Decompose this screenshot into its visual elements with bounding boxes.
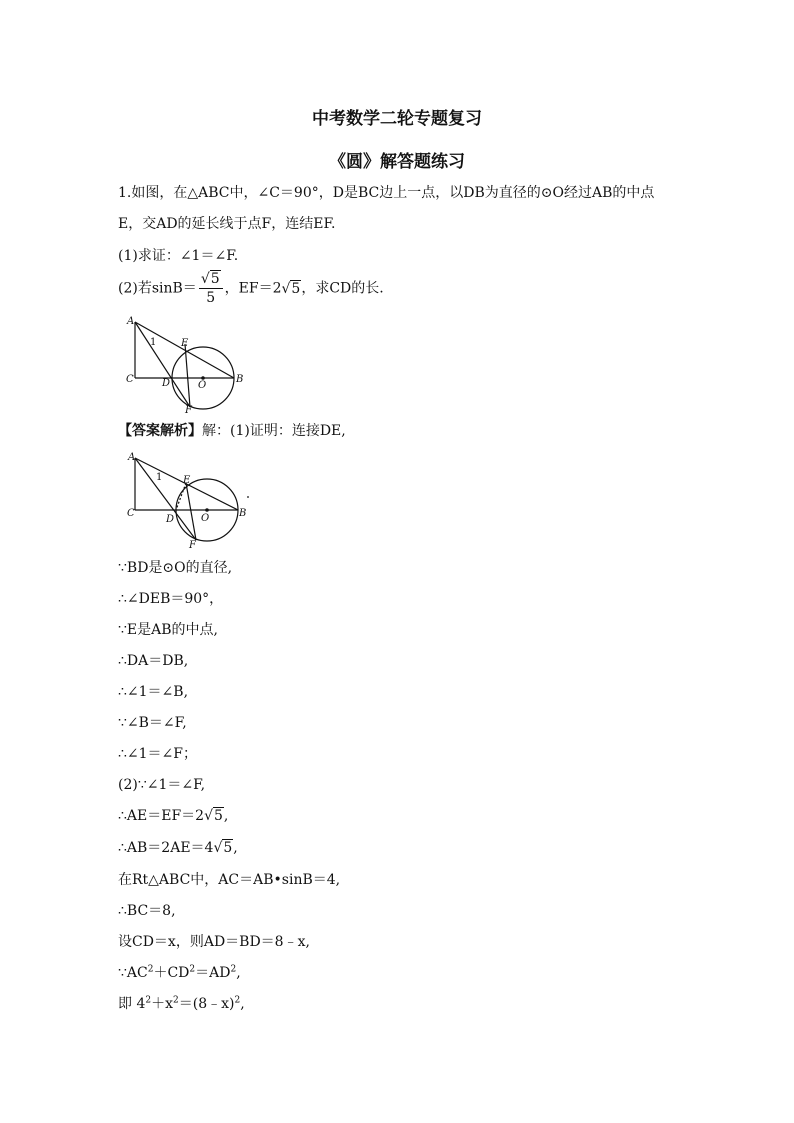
label-a: A [127, 316, 135, 327]
label-d: D [166, 514, 175, 525]
label-b: B [236, 374, 244, 385]
label-c: C [126, 374, 134, 385]
document-title: 中考数学二轮专题复习 [312, 109, 482, 129]
sqrt-expression: √5 [281, 280, 301, 297]
problem-statement-line-2: E，交AD的延长线于点F，连结EF. [118, 216, 336, 232]
solution-step-6: ∵∠B＝∠F, [118, 715, 187, 731]
solution-step-10: ∴AB＝2AE＝4√5, [118, 840, 238, 856]
fraction-numerator-radicand: 5 [210, 271, 220, 287]
geometry-figure-1 [118, 314, 258, 414]
answer-heading: 【答案解析】 [118, 423, 202, 439]
solution-step-11: 在Rt△ABC中，AC＝AB•sinB＝4, [118, 872, 341, 888]
solution-step-2: ∴∠DEB＝90°， [118, 591, 224, 607]
segment-de-dotted [176, 483, 186, 510]
label-angle-1: 1 [156, 472, 163, 483]
label-a: A [128, 452, 136, 463]
label-f: F [189, 540, 196, 550]
geometry-figure-2 [118, 450, 258, 550]
answer-intro [118, 421, 346, 441]
solution-step-15: 即 $4^2+x^2=(8﹣x)^2$, [118, 995, 245, 1012]
solution-step-8: (2)∵∠1＝∠F, [118, 777, 206, 793]
solution-step-12: ∴BC＝8, [118, 903, 176, 919]
segment-ef [186, 483, 196, 540]
part2-mid: ，EF＝2 [224, 280, 282, 297]
label-f: F [185, 405, 192, 414]
label-e: E [181, 338, 189, 349]
solution-step-7: ∴∠1＝∠F； [118, 746, 197, 762]
solution-step-5: ∴∠1＝∠B, [118, 684, 189, 700]
document-subtitle: 《圆》解答题练习 [329, 152, 465, 172]
solution-step-14: $\because AC^2+CD^2=AD^2$, [118, 964, 241, 981]
problem-part-2 [118, 270, 384, 307]
solution-step-9: ∴AE＝EF＝2√5, [118, 808, 229, 824]
label-d: D [162, 378, 171, 389]
label-c: C [127, 508, 135, 519]
answer-intro-text: 解：(1)证明：连接DE, [202, 423, 346, 439]
center-point-o [205, 508, 209, 512]
segment-af [135, 458, 196, 540]
label-b: B [239, 508, 247, 519]
segment-af [135, 322, 190, 407]
part2-suffix: ，求CD的长. [301, 280, 384, 297]
label-e: E [183, 475, 191, 486]
label-o: O [198, 380, 207, 391]
solution-step-1: ∵BD是⊙O的直径, [118, 560, 233, 576]
solution-step-3: ∵E是AB的中点, [118, 622, 218, 638]
solution-step-13: 设CD＝x，则AD＝BD＝8﹣x, [118, 934, 310, 950]
part2-prefix: (2)若sinB＝ [118, 280, 197, 297]
stray-dot [247, 496, 249, 498]
label-angle-1: 1 [150, 337, 157, 348]
fraction-sqrt5-over-5: $\frac{√5}{5}$ [199, 270, 223, 307]
problem-statement-line-1: 1.如图，在△ABC中，∠C＝90°，D是BC边上一点，以DB为直径的⊙O经过AB的中点 [118, 185, 655, 201]
problem-part-1: (1)求证：∠1＝∠F. [118, 248, 239, 264]
segment-ef [185, 344, 190, 407]
segment-ab [135, 322, 234, 378]
label-o: O [201, 513, 210, 524]
solution-step-4: ∴DA＝DB, [118, 653, 189, 669]
fraction-denominator: 5 [206, 290, 216, 306]
